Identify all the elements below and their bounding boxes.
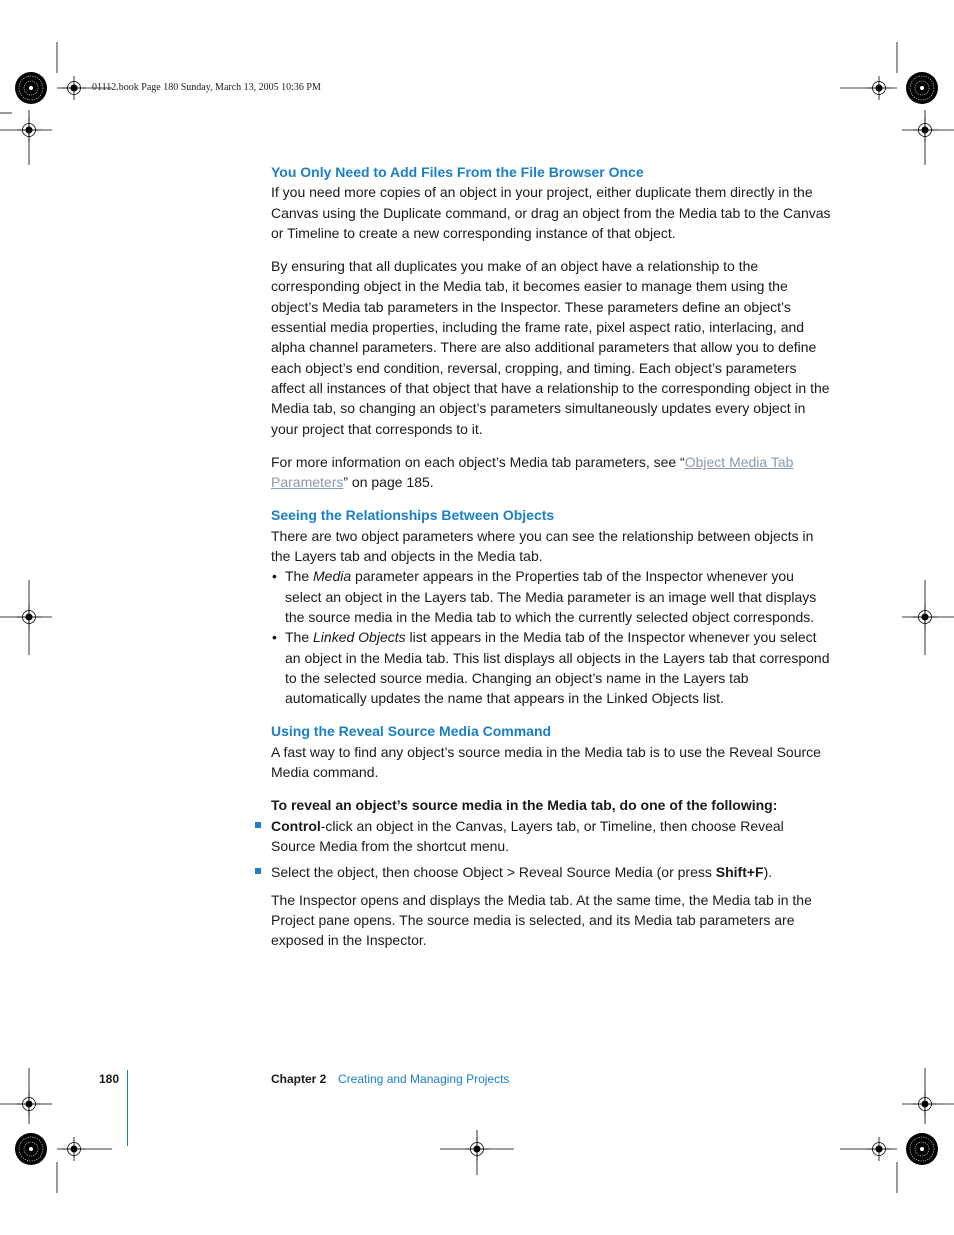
text: parameter appears in the Properties tab of the Inspector whenever you select an object in the Layers tab. The Media parameter is an image well that displays the source media in the Media tab to which the currently selected object corresponds. <box>285 568 817 625</box>
text: -click an object in the Canvas, Layers tab, or Timeline, then choose Reveal Source Media from the shortcut menu. <box>271 817 784 854</box>
text: ” on page 185. <box>343 474 434 491</box>
bullet-list <box>271 566 831 708</box>
print-slug: 01112.book Page 180 Sunday, March 13, 2005 10:36 PM <box>92 82 321 93</box>
page-body <box>271 162 831 950</box>
paragraph: If you need more copies of an object in your project, either duplicate them directly in the Canvas using the Duplicate command, or drag an object from the Media tab to the Canvas or Timeline to create a new corresponding instance of that object. <box>271 184 831 241</box>
square-bullet-icon <box>255 822 261 828</box>
paragraph: The Inspector opens and displays the Media tab. At the same time, the Media tab in the Project pane opens. The source media is selected, and its Media tab parameters are exposed in the Inspector. <box>271 891 812 949</box>
paragraph: By ensuring that all duplicates you make of an object have a relationship to the corresponding object in the Media tab, it becomes easier to manage them using the object’s Media tab parameters in the Inspector. These parameters define an object’s essential media properties, including the frame rate, pixel aspect ratio, interlacing, and alpha channel parameters. There are also additional parameters that allow you to define each object’s end condition, reversal, cropping, and timing. Each object’s parameters affect all instances of that object that have a relationship to the corresponding object in the Media tab, so changing an object’s parameters simultaneously updates every object in your project that corresponds to it. <box>271 258 830 437</box>
list-item <box>271 627 831 708</box>
square-bullet-icon <box>255 868 261 874</box>
bullet: • <box>272 629 277 646</box>
task-heading: To reveal an object’s source media in the Media tab, do one of the following: <box>271 797 778 814</box>
emphasis: Linked Objects <box>313 629 406 646</box>
bullet: • <box>272 568 277 585</box>
text: The <box>285 568 314 585</box>
emphasis: Media <box>313 568 352 585</box>
paragraph-cross-reference <box>271 452 831 493</box>
step-item <box>271 862 831 882</box>
paragraph: There are two object parameters where you can see the relationship between objects in the Layers tab and objects in the Media tab. <box>271 527 814 565</box>
section-heading-relationships: Seeing the Relationships Between Objects <box>271 507 555 524</box>
key-name: Control <box>271 817 321 834</box>
page-number: 180 <box>99 1072 120 1086</box>
text: The <box>285 629 314 646</box>
chapter-title: Creating and Managing Projects <box>338 1072 510 1086</box>
text: Select the object, then choose Object > Reveal Source Media (or press <box>271 864 716 881</box>
chapter-label: Chapter 2 <box>271 1072 327 1086</box>
section-heading-reveal-source: Using the Reveal Source Media Command <box>271 723 552 740</box>
text: list appears in the Media tab of the Inspector whenever you select an object in the Media tab. This list displays all objects in the Layers tab that correspond to the selected source media. Changing an object’s name in the Layers tab automatically updates the name that appears in the Linked Objects list. <box>285 629 830 707</box>
step-list <box>271 816 831 883</box>
section-heading-add-files: You Only Need to Add Files From the File Browser Once <box>271 164 644 180</box>
paragraph: A fast way to find any object’s source media in the Media tab is to use the Reveal Source Media command. <box>271 743 821 781</box>
footer-divider <box>127 1070 128 1146</box>
step-item <box>271 816 831 857</box>
text: For more information on each object’s Media tab parameters, see “ <box>271 453 685 470</box>
text: ). <box>763 864 773 881</box>
key-shortcut: Shift+F <box>715 864 764 881</box>
cross-reference-link[interactable]: Object Media Tab Parameters <box>271 453 794 491</box>
list-item <box>271 566 831 627</box>
